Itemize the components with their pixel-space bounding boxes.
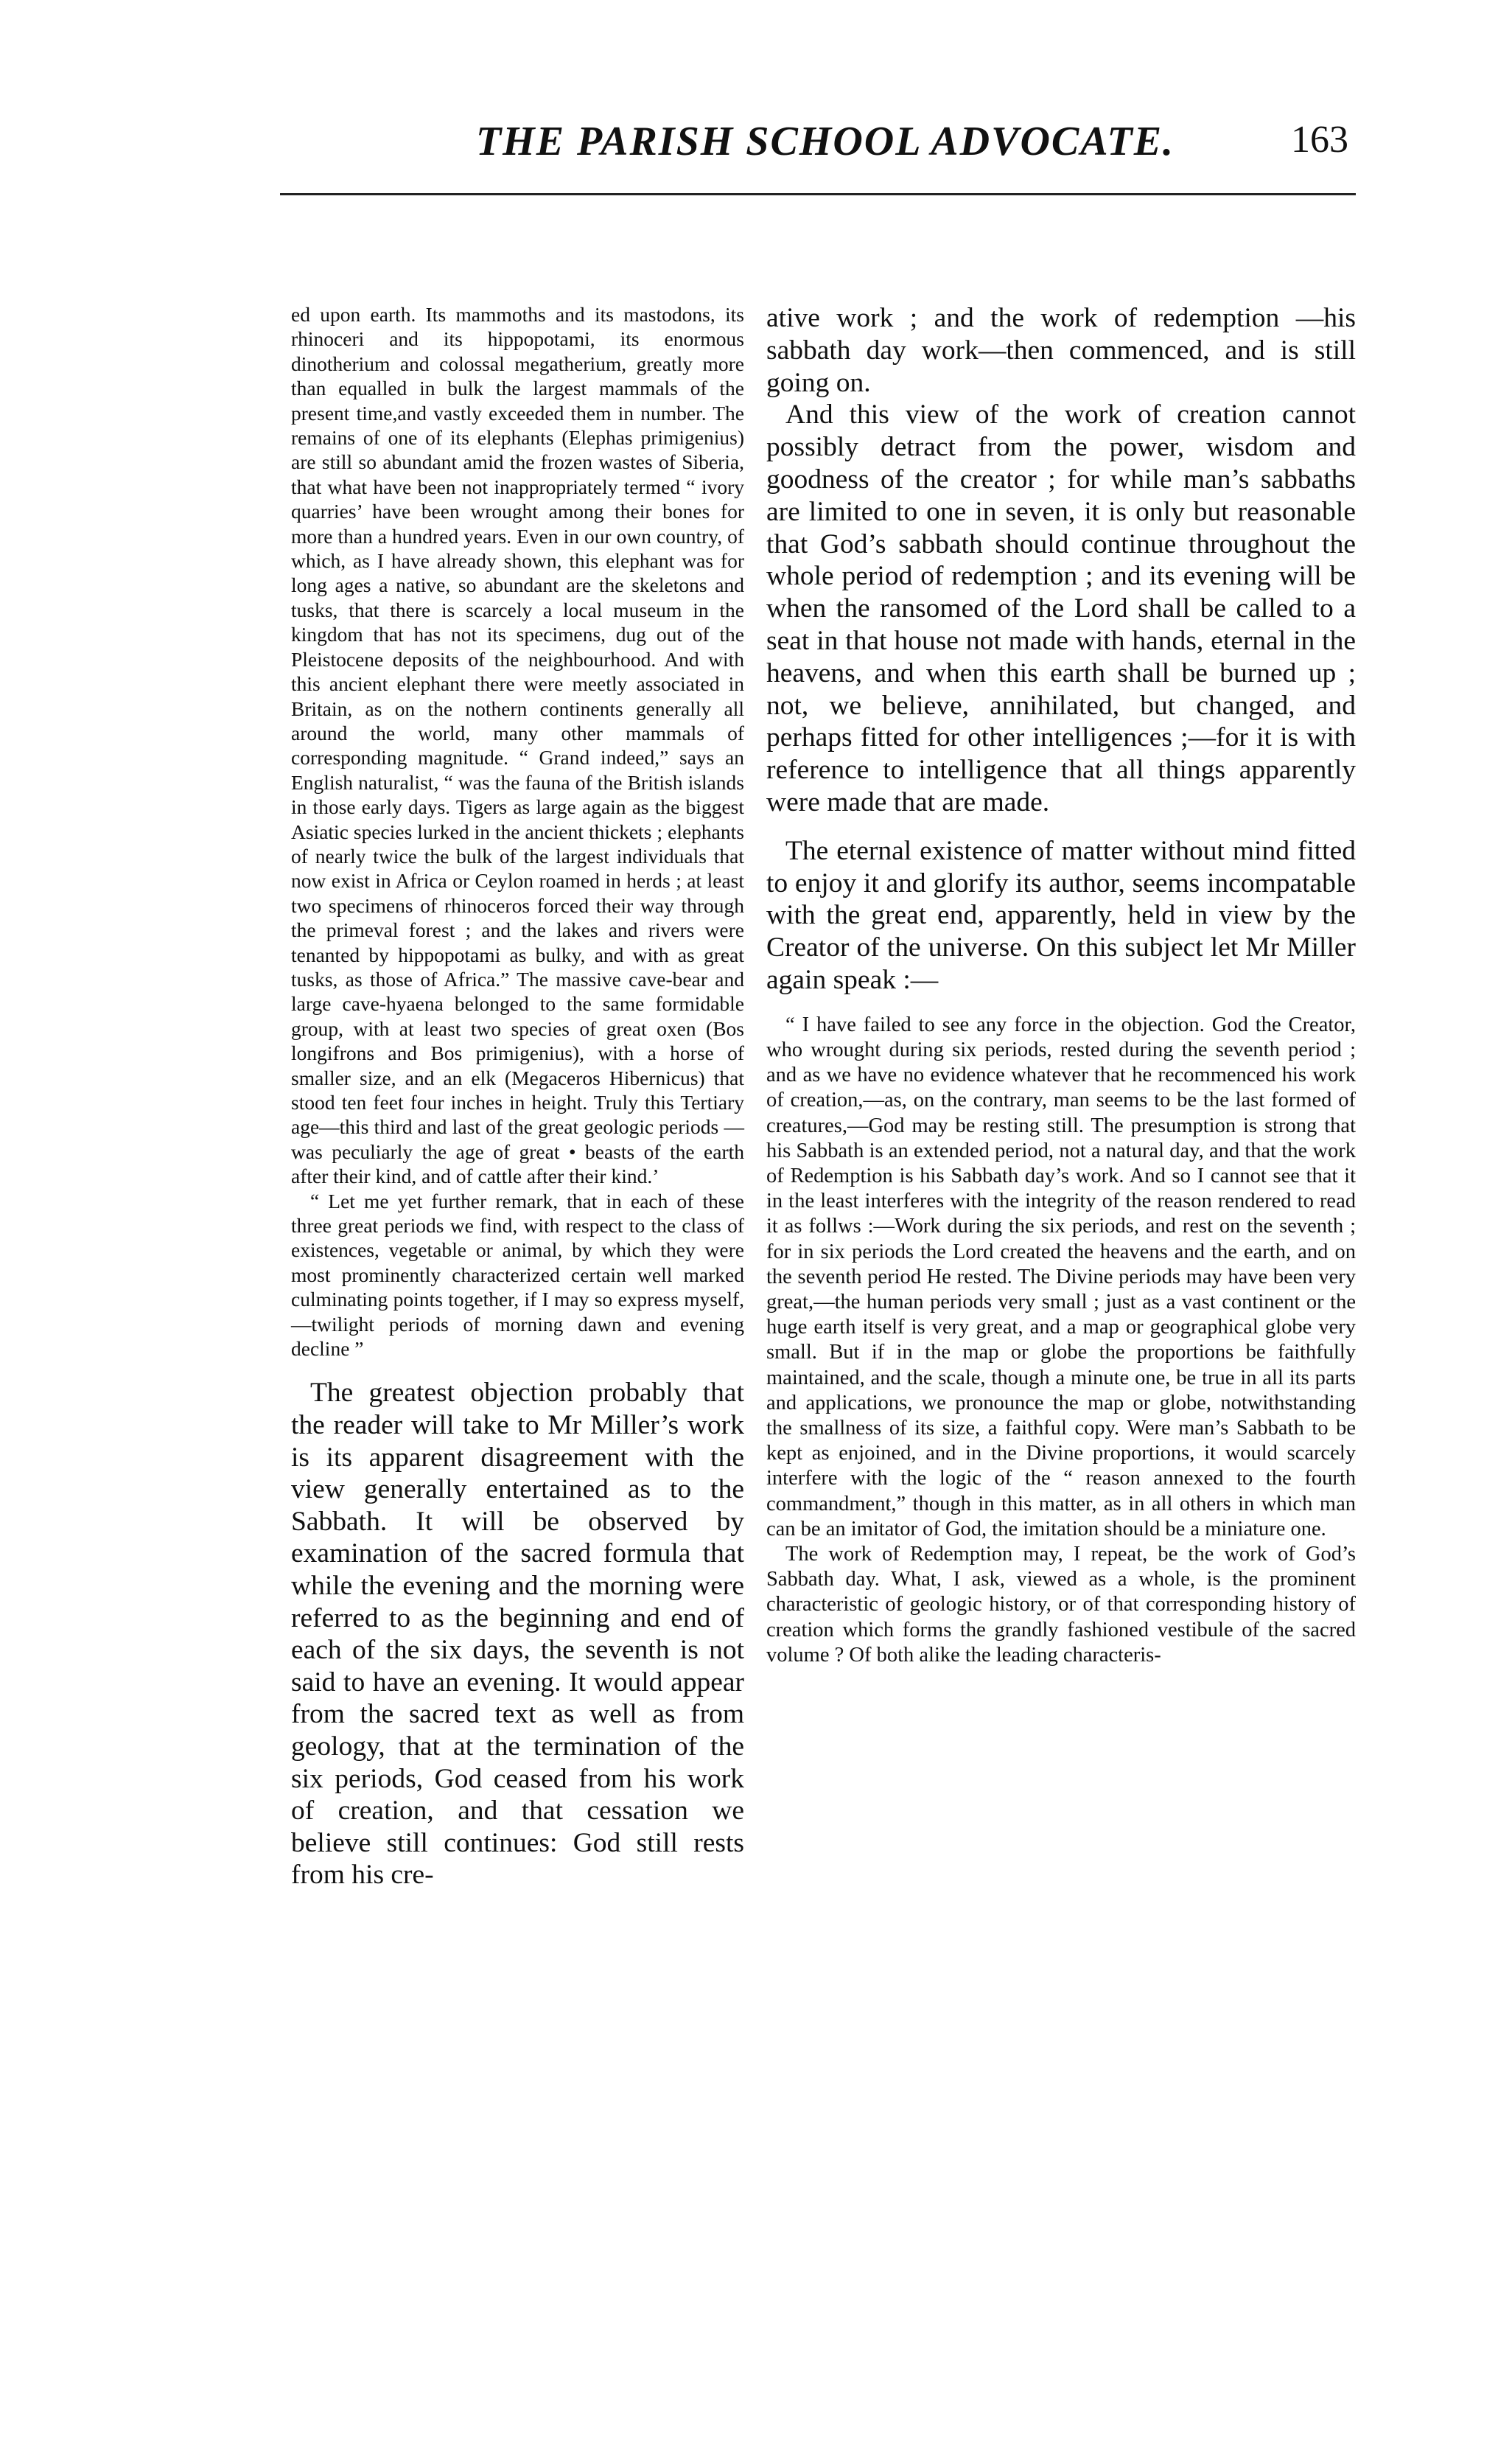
page-header [368,118,1393,184]
left-paragraph-3: The greatest objection probably that the reader will take to Mr Miller’s work is its apparent disagreement with the view generally entertained as to the Sabbath. It will be observed by examination of the sacred formula that while the evening and the morning were referred to as the beginning and end of each of the six days, the seventh is not said to have an evening. It would appear from the sacred text as well as from geology, that at the termination of the six periods, God ceased from his work of creation, and that cessation we believe still continues: God still rests from his cre- [291,1378,744,1891]
right-paragraph-3: The eternal existence of matter without mind fitted to enjoy it and glorify its author, seems incompatable with the great end, apparently, held in view by the Creator of the universe. On this subject let Mr Miller again speak :— [766,835,1356,995]
left-paragraph-2: “ Let me yet further remark, that in each of these three great periods we find, with respect to the class of existences, vegetable or animal, by which they were most prominently characterized certain well marked culminating points together, if I may so express myself,—twilight periods of morning dawn and evening decline ” [291,1189,744,1361]
running-title: THE PARISH SCHOOL ADVOCATE. [475,119,1175,164]
left-column [291,302,744,1891]
right-quote-paragraph: “ I have failed to see any force in the objection. God the Creator, who wrought during six periods, rested during the seventh period ; and as we have no evidence whatever that he recommenced his work of creation,—as, on the contrary, man seems to be the last formed of creatures,—God may be resting still. The presumption is strong that his Sabbath is an extended period, not a natural day, and that the work of Redemption is his Sabbath day’s work. And so I cannot see that it in the least interferes with the integrity of the reason rendered to read it as follws :—Work during the six periods, and rest on the seventh ; for in six periods the Lord created the heavens and the earth, and on the seventh period He rested. The Divine periods may have been very great,—the human periods very small ; just as a vast continent or the huge earth itself is very great, and a map or geographical globe very small. But if in the map or globe the proportions be faithfully maintained, and the scale, though a minute one, be true in all its parts and applications, we pronounce the map or globe, notwithstanding the smallness of its size, a faithful copy. Were man’s Sabbath to be kept as enjoined, and in the Divine proportions, it would scarcely interfere with the logic of the “ reason annexed to the fourth commandment,” though in this matter, as in all others in which man can be an imitator of God, the imitation should be a miniature one. [766,1013,1356,1540]
right-paragraph-2: And this view of the work of creation cannot possibly detract from the power, wisdom and goodness of the creator ; for while man’s sabbaths are limited to one in seven, it is only but reasonable that God’s sabbath should continue throughout the whole period of redemption ; and its evening will be when the ransomed of the Lord shall be called to a seat in that house not made with hands, eternal in the heavens, and when this earth shall be burned up ; not, we believe, annihilated, but changed, and perhaps fitted for other intelligences ;—for it is with reference to intelligence that all things apparently were made that are made. [766,399,1356,817]
left-paragraph-1: ed upon earth. Its mammoths and its mastodons, its rhinoceri and its hippopotami, its enormous dinotherium and colossal megatherium, greatly more than equalled in bulk the largest mammals of the present time,and vastly exceeded them in number. The remains of one of its elephants (Elephas primigenius) are still so abundant amid the frozen wastes of Siberia, that what have been not inappropriately termed “ ivory quarries’ have been wrought among their bones for more than a hundred years. Even in our own country, of which, as I have already shown, this elephant was for long ages a native, so abundant are the skeletons and tusks, that there is scarcely a local museum in the kingdom that has not its specimens, dug out of the Pleistocene deposits of the neighbourhood. And with this ancient elephant there were meetly associated in Britain, as on the nothern continents generally all around the world, many other mammals of corresponding magnitude. “ Grand indeed,” says an English naturalist, “ was the fauna of the British islands in those early days. Tigers as large again as the biggest Asiatic species lurked in the ancient thickets ; elephants of nearly twice the bulk of the largest individuals that now exist in Africa or Ceylon roamed in herds ; at least two specimens of rhinoceros forced their way through the primeval forest ; and the lakes and rivers were tenanted by hippopotami as bulky, and with as great tusks, as those of Africa.” The massive cave-bear and large cave-hyaena belonged to the same formidable group, with at least two species of great oxen (Bos longifrons and Bos primigenius), with a horse of smaller size, and an elk (Megaceros Hibernicus) that stood ten feet four inches in height. Truly this Tertiary age—this third and last of the great geologic periods — was peculiarly the age of great • beasts of the earth after their kind, and of cattle after their kind.’ [291,303,744,1188]
right-paragraph-1: ative work ; and the work of redemption —his sabbath day work—then commenced, and is still going on. [766,303,1356,398]
right-paragraph-5: The work of Redemption may, I repeat, be the work of God’s Sabbath day. What, I ask, viewed as a whole, is the prominent characteristic of geologic history, or of that corresponding history of creation which forms the grandly fashioned vestibule of the sacred volume ? Of both alike the leading characteris- [766,1543,1356,1667]
page-number: 163 [1291,119,1348,161]
right-column [766,302,1356,1668]
header-rule [280,193,1356,195]
